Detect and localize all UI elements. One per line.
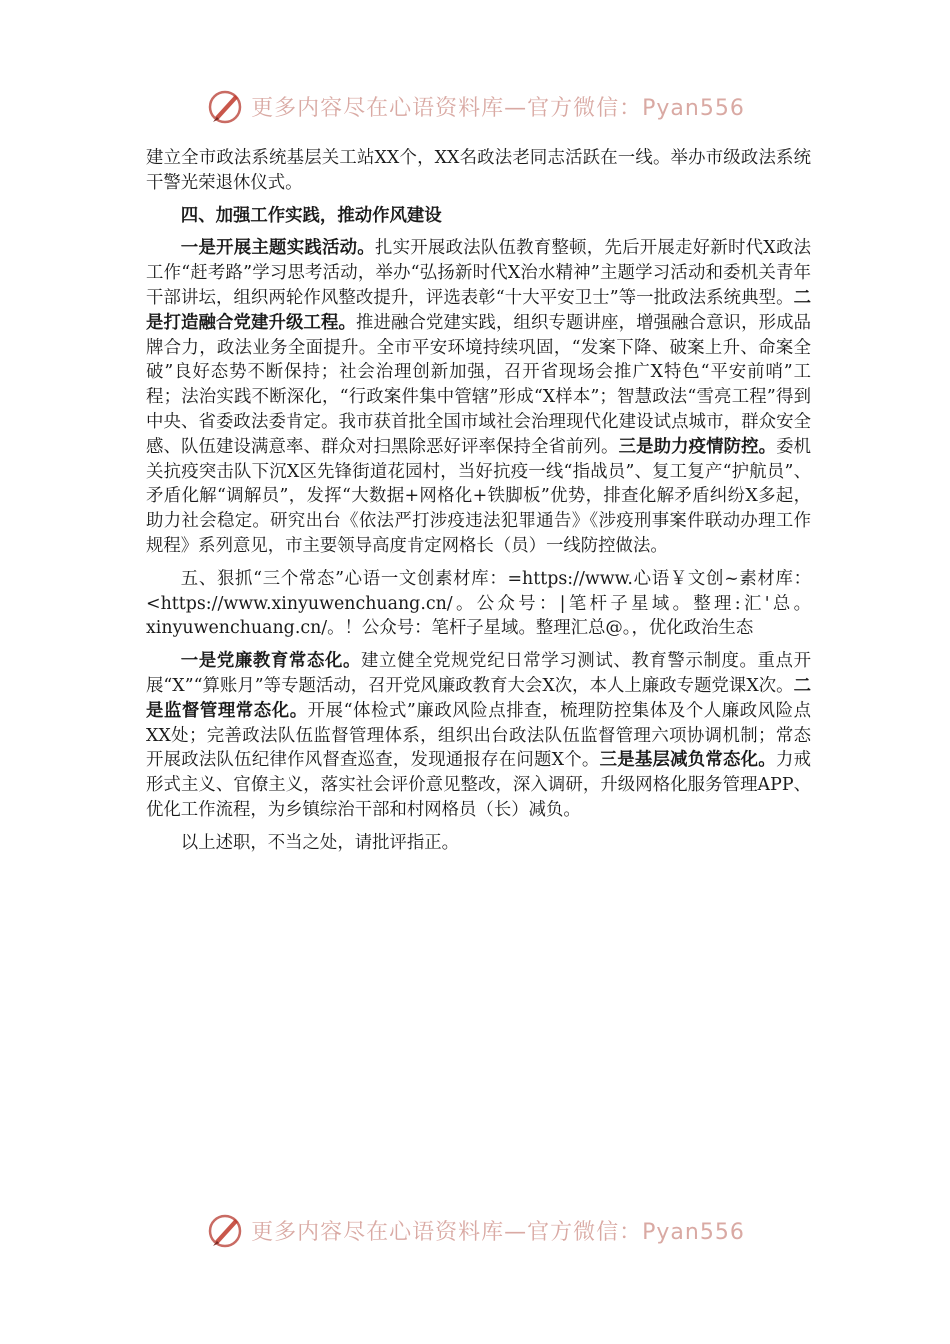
bold-lead-4: 一是党廉教育常态化。 (180, 651, 362, 672)
paragraph-3: 五、狠抓“三个常态”心语一文创素材库：=https://www.心语￥文创~素材库：<https://www.xinyuwenchuang.cn/。公众号：|笔杆子星域。整理:汇'总。xinyuwenchuang.cn/。！公众号：笔杆子星域。整理汇总@。，优化政治生态 (146, 568, 811, 639)
watermark-text: 更多内容尽在心语资料库—官方微信：Pyan556 (251, 1219, 745, 1245)
pen-logo-icon (205, 1210, 245, 1250)
pen-logo-icon (205, 86, 245, 126)
document-body (146, 146, 811, 856)
paragraph-1: 建立全市政法系统基层关工站XX个，XX名政法老同志活跃在一线。举办市级政法系统干警光荣退休仪式。 (146, 148, 811, 193)
watermark-text: 更多内容尽在心语资料库—官方微信：Pyan556 (251, 95, 745, 121)
bold-lead-3: 三是助力疫情防控。 (618, 436, 777, 457)
bold-lead-6: 三是基层减负常态化。 (599, 750, 776, 771)
paragraph-4: 一是党廉教育常态化。建立健全党规党纪日常学习测试、教育警示制度。重点开展“X”“算账月”等专题活动，召开党风廉政教育大会X次，本人上廉政专题党课X次。二是监督管理常态化。开展“体检式”廉政风险点排查，梳理防控集体及个人廉政风险点XX处；完善政法队伍监督管理体系，组织出台政法队伍监督管理六项协调机制；常态开展政法队伍纪律作风督查巡查，发现通报存在问题X个。三是基层减负常态化。力戒形式主义、官僚主义，落实社会评价意见整改，深入调研，升级网格化服务管理APP、优化工作流程，为乡镇综治干部和村网格员（长）减负。 (146, 651, 811, 820)
bold-lead-5: 二是监督管理常态化。 (146, 675, 811, 721)
paragraph-5: 以上述职，不当之处，请批评指正。 (180, 832, 460, 853)
bold-lead-2: 二是打造融合党建升级工程。 (146, 287, 811, 333)
bold-lead-1: 一是开展主题实践活动。 (180, 238, 375, 259)
section-heading-4: 四、加强工作实践，推动作风建设 (180, 205, 442, 226)
watermark-footer (0, 1210, 950, 1250)
paragraph-2: 一是开展主题实践活动。扎实开展政法队伍教育整顿，先后开展走好新时代X政法工作“赶考路”学习思考活动，举办“弘扬新时代X治水精神”主题学习活动和委机关青年干部讲坛，组织两轮作风整改提升，评选表彰“十大平安卫士”等一批政法系统典型。二是打造融合党建升级工程。推进融合党建实践，组织专题讲座，增强融合意识，形成品牌合力，政法业务全面提升。全市平安环境持续巩固，“发案下降、破案上升、命案全破”良好态势不断保持；社会治理创新加强，召开省现场会推广X特色“平安前哨”工程；法治实践不断深化，“行政案件集中管辖”形成“X样本”；智慧政法“雪亮工程”得到中央、省委政法委肯定。我市获首批全国市域社会治理现代化建设试点城市，群众安全感、队伍建设满意率、群众对扫黑除恶好评率保持全省前列。三是助力疫情防控。委机关抗疫突击队下沉X区先锋街道花园村，当好抗疫一线“指战员”、复工复产“护航员”、矛盾化解“调解员”，发挥“大数据+网格化+铁脚板”优势，排查化解矛盾纠纷X多起，助力社会稳定。研究出台《依法严打涉疫违法犯罪通告》《涉疫刑事案件联动办理工作规程》系列意见，市主要领导高度肯定网格长（员）一线防控做法。 (146, 238, 811, 556)
watermark-header (0, 86, 950, 126)
